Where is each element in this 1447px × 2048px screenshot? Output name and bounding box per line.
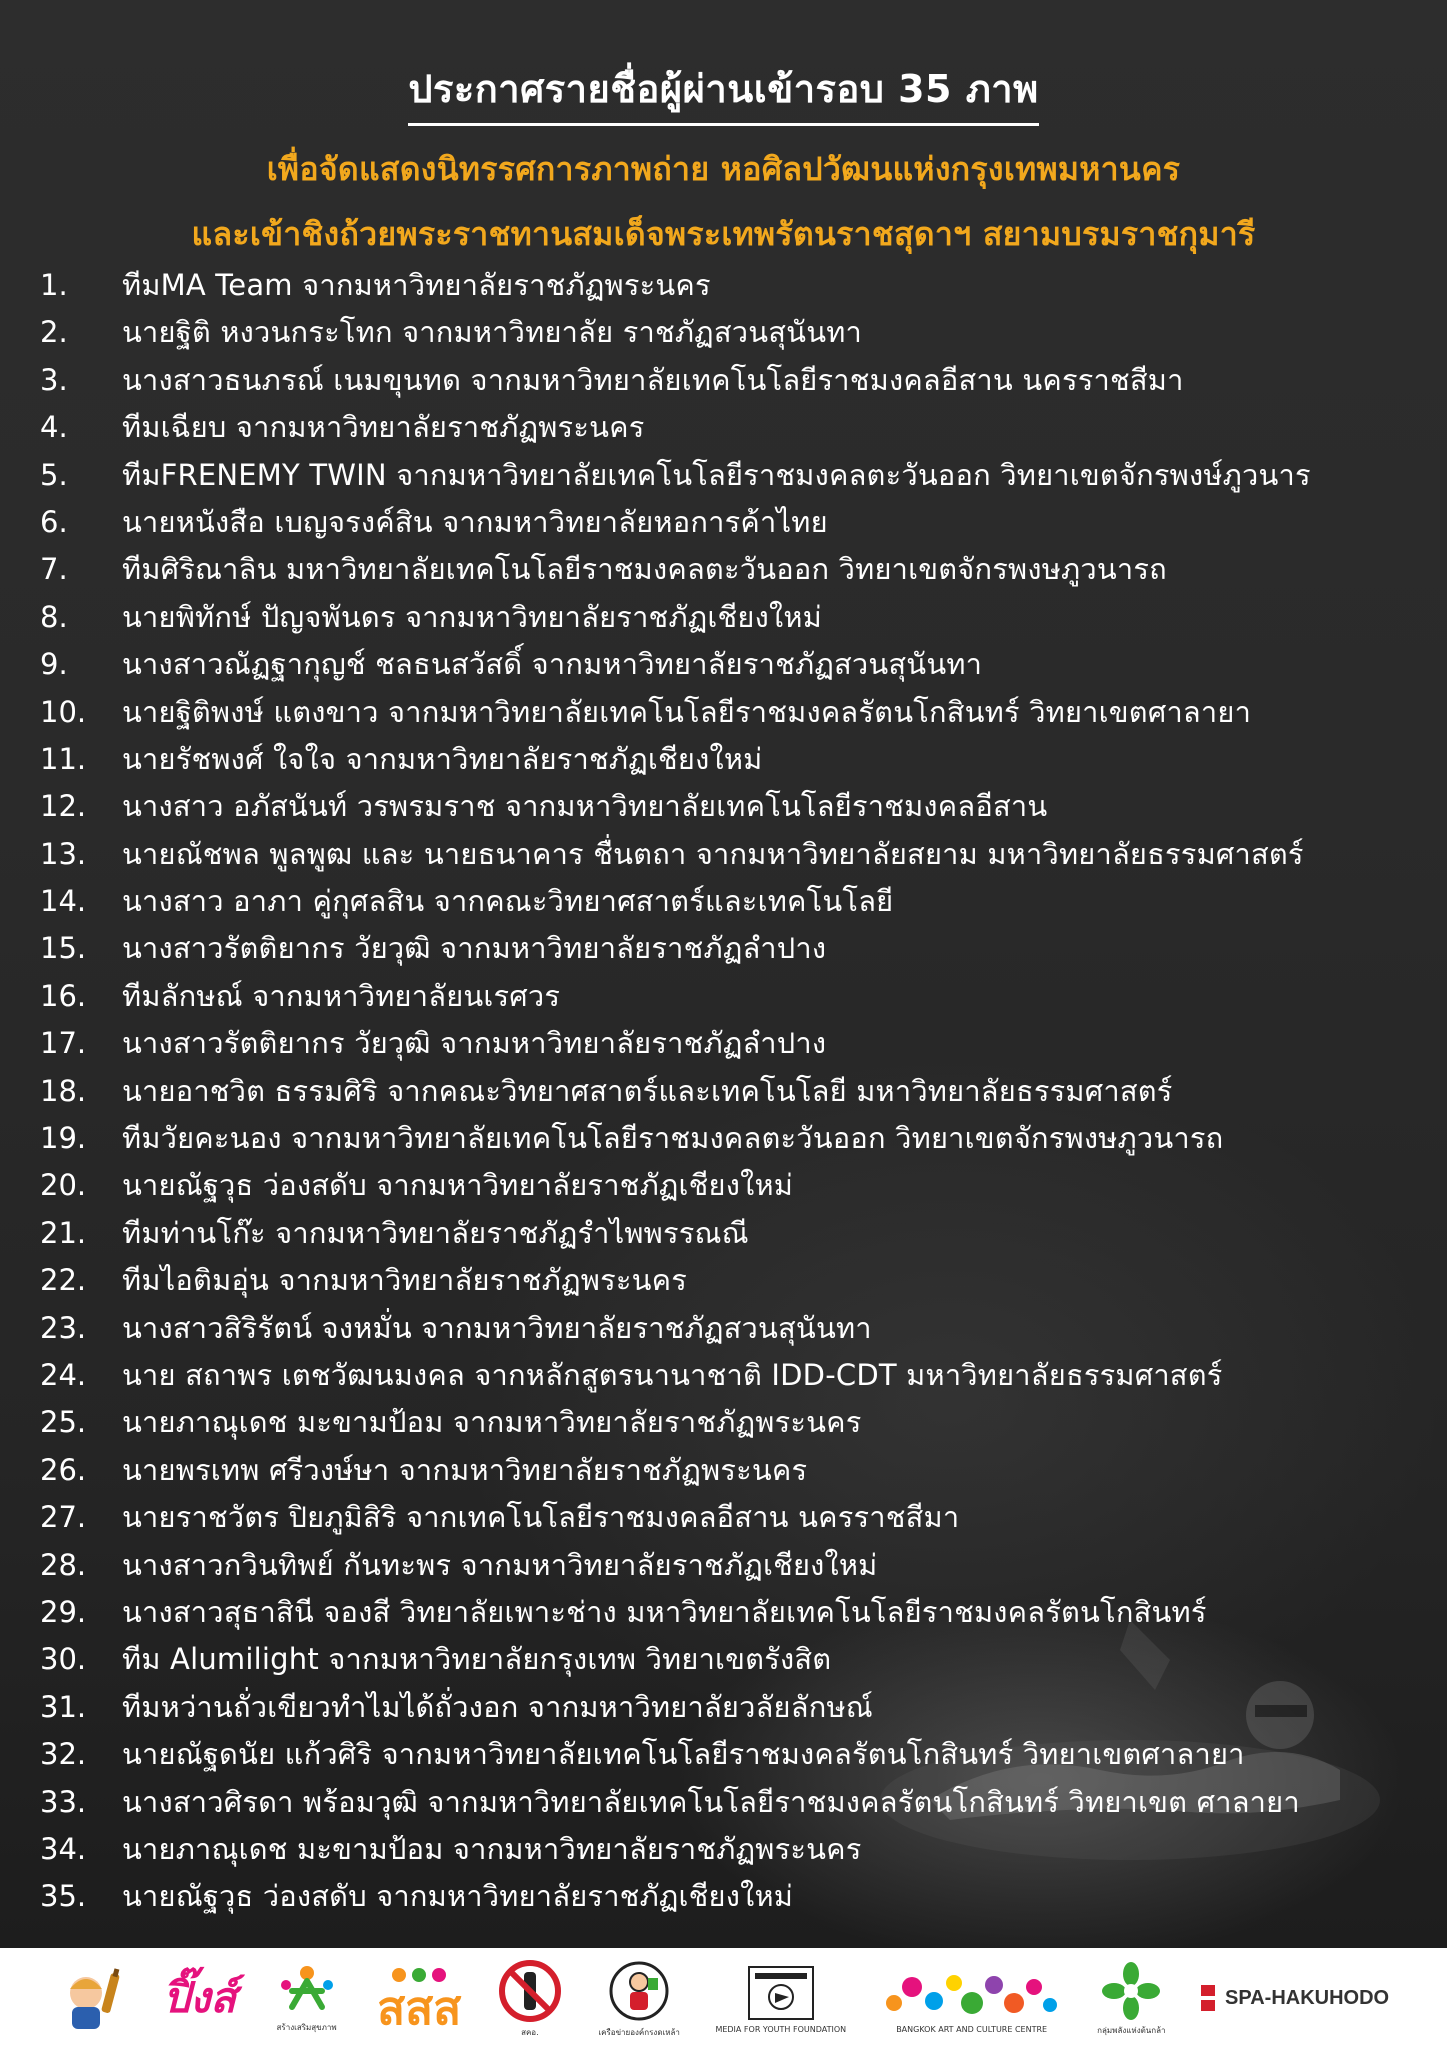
list-item-number: 6. [40,504,68,539]
list-item-text: นายณัฐวุธ ว่องสดับ จากมหาวิทยาลัยราชภัฏเชียงใหม่ [122,1879,794,1914]
pingsi-logo: ปิ๊งส์ [163,1974,237,2021]
list-item-text: นายรัชพงศ์ ใจใจ จากมหาวิทยาลัยราชภัฏเชียงใหม่ [122,741,763,776]
list-item-text: ทีมเฉียบ จากมหาวิทยาลัยราชภัฏพระนคร [122,410,645,445]
list-item [40,1494,1420,1541]
list-item-text: นางสาว อภัสนันท์ วรพรมราช จากมหาวิทยาลัยเทคโนโลยีราชมงคลอีสาน [122,789,1048,824]
list-item-text: ทีม Alumilight จากมหาวิทยาลัยกรุงเทพ วิทยาเขตรังสิต [122,1642,832,1677]
list-item-number: 12. [40,789,87,824]
youth-network-logo: เครือข่ายองค์กรงดเหล้า [598,1953,680,2043]
list-item-text: ทีมวัยคะนอง จากมหาวิทยาลัยเทคโนโลยีราชมงคลตะวันออก วิทยาเขตจักรพงษภูวนารถ [122,1121,1224,1156]
list-item-text: นางสาวธนภรณ์ เนมขุนทด จากมหาวิทยาลัยเทคโนโลยีราชมงคลอีสาน นครราชสีมา [122,362,1184,397]
list-item-number: 10. [40,694,87,729]
list-item-text: นายพรเทพ ศรีวงษ์ษา จากมหาวิทยาลัยราชภัฏพระนคร [122,1452,808,1487]
list-item-text: ทีมลักษณ์ จากมหาวิทยาลัยนเรศวร [122,978,561,1013]
list-item [40,1684,1420,1731]
list-item-text: นางสาวกวินทิพย์ กันทะพร จากมหาวิทยาลัยราชภัฏเชียงใหม่ [122,1547,878,1582]
mascot-icon [58,1953,128,2043]
list-item [40,1305,1420,1352]
list-item-number: 18. [40,1073,87,1108]
list-item [40,1873,1420,1920]
list-item [40,404,1420,451]
list-item-number: 11. [40,741,87,776]
list-item [40,1257,1420,1304]
list-item-number: 31. [40,1689,87,1724]
list-item [40,1447,1420,1494]
list-item-text: นายพิทักษ์ ปัญจพันดร จากมหาวิทยาลัยราชภัฏเชียงใหม่ [122,599,822,634]
list-item-number: 34. [40,1831,87,1866]
list-item-number: 16. [40,978,87,1013]
list-item-text: ทีมศิริณาลิน มหาวิทยาลัยเทคโนโลยีราชมงคลตะวันออก วิทยาเขตจักรพงษภูวนารถ [122,552,1167,587]
list-item [40,1589,1420,1636]
list-item-text: นาย สถาพร เตชวัฒนมงคล จากหลักสูตรนานาชาติ IDD-CDT มหาวิทยาลัยธรรมศาสตร์ [122,1357,1223,1392]
list-item-number: 24. [40,1357,87,1392]
list-item-number: 30. [40,1642,87,1677]
list-item-text: ทีมไอติมอุ่น จากมหาวิทยาลัยราชภัฏพระนคร [122,1263,688,1298]
list-item [40,1542,1420,1589]
list-item-number: 17. [40,1026,87,1061]
health-promotion-logo: สร้างเสริมสุขภาพ [272,1953,342,2043]
list-item [40,499,1420,546]
list-item-number: 14. [40,884,87,919]
list-item-text: นายฐิติพงษ์ แตงขาว จากมหาวิทยาลัยเทคโนโลยีราชมงคลรัตนโกสินทร์ วิทยาเขตศาลายา [122,694,1252,729]
finalist-list [40,262,1420,1921]
list-item-text: นางสาว อาภา คู่กุศลสิน จากคณะวิทยาศสาตร์และเทคโนโลยี [122,884,894,919]
list-item [40,357,1420,404]
spa-mark-icon [1201,1985,1215,2011]
list-item-number: 22. [40,1263,87,1298]
list-item-number: 32. [40,1737,87,1772]
header [0,58,1447,260]
list-item-number: 7. [40,552,68,587]
list-item-text: นายณัชพล พูลพูฒ และ นายธนาคาร ชื่นตถา จากมหาวิทยาลัยสยาม มหาวิทยาลัยธรรมศาสตร์ [122,836,1304,871]
list-item [40,1115,1420,1162]
list-item-number: 15. [40,931,87,966]
list-item [40,1352,1420,1399]
list-item-number: 5. [40,457,68,492]
list-item [40,641,1420,688]
list-item [40,262,1420,309]
list-item-text: ทีมFRENEMY TWIN จากมหาวิทยาลัยเทคโนโลยีราชมงคลตะวันออก วิทยาเขตจักรพงษ์ภูวนาร [122,457,1311,492]
list-item-number: 33. [40,1784,87,1819]
list-item [40,1068,1420,1115]
list-item [40,831,1420,878]
list-item [40,1210,1420,1257]
list-item-number: 23. [40,1310,87,1345]
list-item-number: 25. [40,1405,87,1440]
page-title: ประกาศรายชื่อผู้ผ่านเข้ารอบ 35 ภาพ [408,58,1038,126]
list-item-text: นายอาชวิต ธรรมศิริ จากคณะวิทยาศสาตร์และเทคโนโลยี มหาวิทยาลัยธรรมศาสตร์ [122,1073,1173,1108]
list-item-text: นายภาณุเดช มะขามป้อม จากมหาวิทยาลัยราชภัฏพระนคร [122,1405,862,1440]
list-item-text: นางสาวรัตติยากร วัยวุฒิ จากมหาวิทยาลัยราชภัฏลำปาง [122,931,827,966]
list-item-number: 29. [40,1594,87,1629]
list-item-text: นางสาวศิรดา พร้อมวุฒิ จากมหาวิทยาลัยเทคโนโลยีราชมงคลรัตนโกสินทร์ วิทยาเขต ศาลายา [122,1784,1300,1819]
bacc-logo: BANGKOK ART AND CULTURE CENTRE [882,1953,1062,2043]
list-item-text: ทีมMA Team จากมหาวิทยาลัยราชภัฏพระนคร [122,268,711,302]
list-item [40,594,1420,641]
list-item-number: 2. [40,315,68,350]
list-item-text: นางสาวสิริรัตน์ จงหมั่น จากมหาวิทยาลัยราชภัฏสวนสุนันทา [122,1310,872,1345]
thaihealth-logo: สสส [377,1953,461,2043]
no-alcohol-icon: สคอ. [497,1953,563,2043]
list-item [40,1162,1420,1209]
list-item [40,1779,1420,1826]
list-item-number: 19. [40,1121,87,1156]
list-item-number: 3. [40,362,68,397]
list-item [40,1636,1420,1683]
sponsor-footer [0,1948,1447,2048]
list-item-number: 20. [40,1168,87,1203]
list-item-number: 1. [40,268,68,302]
list-item [40,689,1420,736]
list-item [40,736,1420,783]
list-item-number: 4. [40,410,68,445]
list-item-number: 13. [40,836,87,871]
list-item-text: นายภาณุเดช มะขามป้อม จากมหาวิทยาลัยราชภัฏพระนคร [122,1831,862,1866]
subtitle-line-1: เพื่อจัดแสดงนิทรรศการภาพถ่าย หอศิลปวัฒนแห่งกรุงเทพมหานคร [266,150,1181,188]
list-item-text: นายณัฐดนัย แก้วศิริ จากมหาวิทยาลัยเทคโนโลยีราชมงคลรัตนโกสินทร์ วิทยาเขตศาลายา [122,1737,1245,1772]
list-item-text: นางสาวรัตติยากร วัยวุฒิ จากมหาวิทยาลัยราชภัฏลำปาง [122,1026,827,1061]
list-item [40,1731,1420,1778]
list-item [40,452,1420,499]
list-item [40,309,1420,356]
list-item-number: 28. [40,1547,87,1582]
list-item-text: ทีมหว่านถั่วเขียวทำไมได้ถั่วงอก จากมหาวิทยาลัยวลัยลักษณ์ [122,1689,873,1724]
list-item-number: 26. [40,1452,87,1487]
list-item-number: 21. [40,1215,87,1250]
subtitle-line-2: และเข้าชิงถ้วยพระราชทานสมเด็จพระเทพรัตนราชสุดาฯ สยามบรมราชกุมารี [191,215,1256,253]
list-item-text: นายราชวัตร ปิยภูมิสิริ จากเทคโนโลยีราชมงคลอีสาน นครราชสีมา [122,1500,960,1535]
green-group-logo: กลุ่มพลังแห่งต้นกล้า [1097,1953,1165,2043]
list-item [40,1020,1420,1067]
list-item-text: นางสาวสุธาสินี จองสี วิทยาลัยเพาะช่าง มหาวิทยาลัยเทคโนโลยีราชมงคลรัตนโกสินทร์ [122,1594,1207,1629]
list-item-number: 35. [40,1879,87,1914]
spa-hakuhodo-logo: SPA-HAKUHODO [1201,1953,1389,2043]
list-item [40,783,1420,830]
list-item-text: นายหนังสือ เบญจรงค์สิน จากมหาวิทยาลัยหอการค้าไทย [122,504,828,539]
list-item [40,878,1420,925]
list-item-number: 27. [40,1500,87,1535]
list-item-text: ทีมท่านโก๊ะ จากมหาวิทยาลัยราชภัฏรำไพพรรณณี [122,1215,749,1250]
list-item [40,973,1420,1020]
list-item [40,546,1420,593]
list-item [40,1826,1420,1873]
list-item-text: นายณัฐวุธ ว่องสดับ จากมหาวิทยาลัยราชภัฏเชียงใหม่ [122,1168,794,1203]
media-for-youth-logo: MEDIA FOR YOUTH FOUNDATION [715,1953,846,2043]
list-item [40,925,1420,972]
list-item-number: 8. [40,599,68,634]
list-item-text: นายฐิติ หงวนกระโทก จากมหาวิทยาลัย ราชภัฏสวนสุนันทา [122,315,863,350]
list-item-number: 9. [40,647,68,682]
list-item-text: นางสาวณัฏฐากุญช์ ชลธนสวัสดิ์ จากมหาวิทยาลัยราชภัฏสวนสุนันทา [122,647,983,682]
list-item [40,1399,1420,1446]
